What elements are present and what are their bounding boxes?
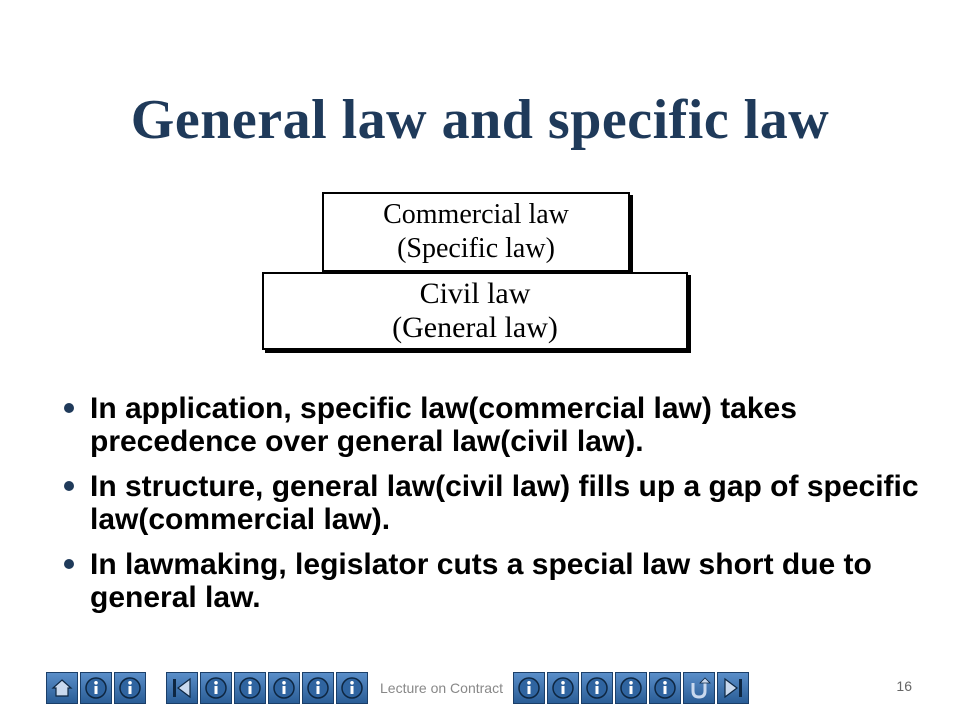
info-icon[interactable]: [268, 672, 300, 704]
return-icon[interactable]: [683, 672, 715, 704]
bullet-list: [64, 392, 944, 626]
info-icon[interactable]: [234, 672, 266, 704]
civil-law-box: [262, 272, 688, 350]
info-icon[interactable]: [80, 672, 112, 704]
info-icon[interactable]: [547, 672, 579, 704]
next-icon[interactable]: [717, 672, 749, 704]
civil-law-label: Civil law: [419, 277, 531, 310]
info-icon[interactable]: [114, 672, 146, 704]
home-icon[interactable]: [46, 672, 78, 704]
info-icon[interactable]: [649, 672, 681, 704]
page-number: 16: [896, 678, 912, 694]
bullet-item: In application, specific law(commercial law) takes precedence over general law(civil law).: [64, 392, 944, 458]
info-icon[interactable]: [513, 672, 545, 704]
info-icon[interactable]: [581, 672, 613, 704]
general-law-label: (General law): [392, 311, 558, 344]
specific-law-label: (Specific law): [397, 233, 555, 264]
commercial-law-box: [322, 192, 630, 272]
bullet-item: In lawmaking, legislator cuts a special law short due to general law.: [64, 548, 944, 614]
commercial-law-label: Commercial law: [383, 199, 569, 230]
slide-title: General law and specific law: [130, 89, 830, 151]
info-icon[interactable]: [200, 672, 232, 704]
law-hierarchy-diagram: [262, 192, 692, 356]
info-icon[interactable]: [302, 672, 334, 704]
slide-nav-bar: [46, 670, 914, 706]
footer-lecture-title: Lecture on Contract: [380, 680, 503, 696]
info-icon[interactable]: [336, 672, 368, 704]
bullet-item: In structure, general law(civil law) fills up a gap of specific law(commercial law).: [64, 470, 944, 536]
previous-icon[interactable]: [166, 672, 198, 704]
info-icon[interactable]: [615, 672, 647, 704]
